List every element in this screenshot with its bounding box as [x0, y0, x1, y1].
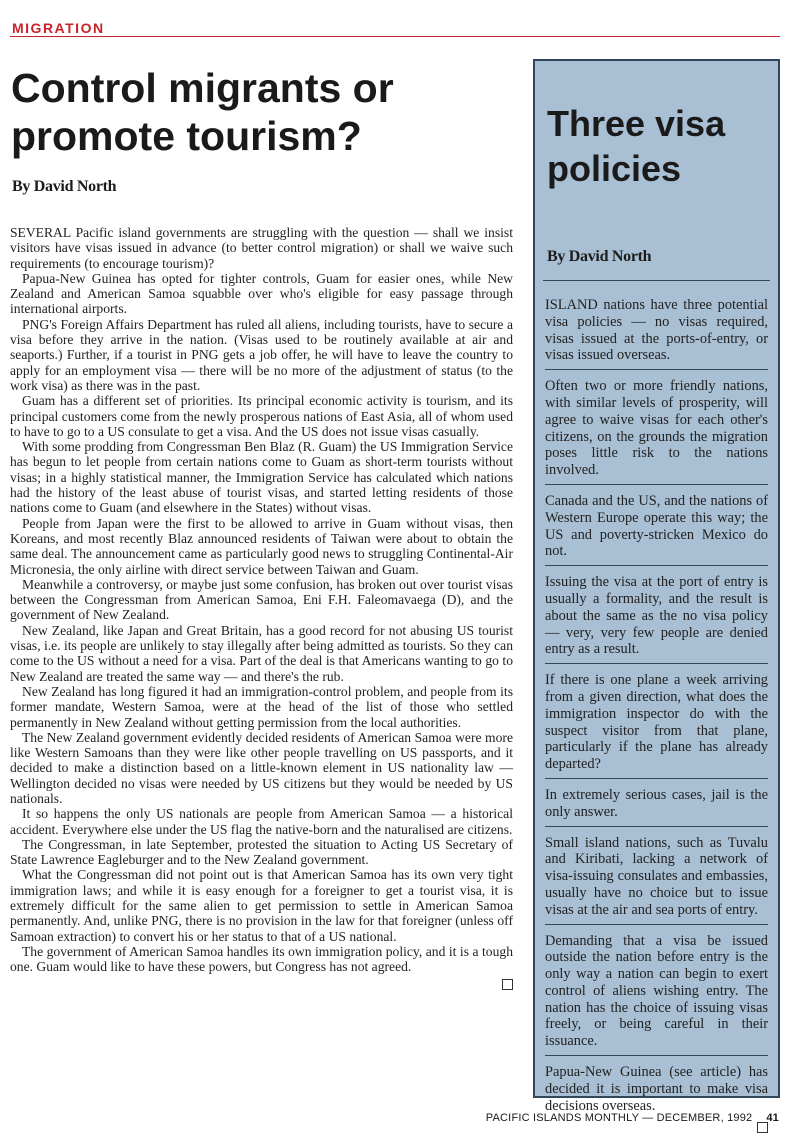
end-mark-square-icon [502, 979, 513, 990]
sidebar-paragraph: Issuing the visa at the port of entry is usually a formality, and the result is about the same as the no visa policy — very, very few people are denied entry as a result. [545, 574, 768, 658]
page-number: 41 [766, 1112, 779, 1124]
article-paragraph: Meanwhile a controversy, or maybe just some confusion, has broken out over tourist visas between the Congressman from American Samoa, Eni F.H. Faleomavaega (D), and the government of New Zealand. [10, 576, 513, 623]
sidebar-divider [545, 565, 768, 566]
sidebar-byline: By David North [547, 248, 652, 265]
sidebar-divider [545, 484, 768, 485]
sidebar-title: Three visa policies [547, 103, 726, 189]
sidebar-divider [545, 369, 768, 370]
article-paragraph: What the Congressman did not point out is that American Samoa has its own very tight immigration laws; and while it is easy enough for a foreigner to get a tourist visa, it is extremely difficult for the same alien to get permission to settle in American Samoa permanently. And, unlike PNG, there is no provision in the law for that foreigner (unless off Samoan extraction) to convert his or her status to that of a US national. [10, 867, 513, 944]
section-label: MIGRATION [12, 20, 105, 36]
sidebar-paragraph: In extremely serious cases, jail is the only answer. [545, 786, 768, 820]
article-paragraph: With some prodding from Congressman Ben Blaz (R. Guam) the US Immigration Service has begun to let people from certain nations come to Guam as short-term tourists without visas; in a highly statistical manner, the Immigration Service has calculated which nations had the history of the least abuse of tourist visas, and started letting residents of those nations come to Guam (and elsewhere in the States) without visas. [10, 439, 513, 516]
article-paragraph: Guam has a different set of priorities. Its principal economic activity is tourism, and its principal customers come from the newly prosperous nations of East Asia, all of whom used to have to go to a US consulate to get a visa. And the US does not issue visas casually. [10, 393, 513, 439]
page-footer [486, 1112, 779, 1124]
article-paragraph: New Zealand has long figured it had an immigration-control problem, and people from its former mandate, Western Samoa, were at the head of the list of those who settled permanently in New Zealand without getting permission from the local authorities. [10, 683, 513, 730]
article-paragraph: Papua-New Guinea has opted for tighter controls, Guam for easier ones, while New Zealand and American Samoa squabble over who's eligible for easy passage through international airports. [10, 270, 513, 317]
sidebar-paragraph: ISLAND nations have three potential visa policies — no visas required, visas issued at the ports-of-entry, or visas issued overseas. [545, 297, 768, 364]
sidebar-paragraph: If there is one plane a week arriving from a given direction, what does the immigration inspector do with the suspect visitor from that plane, particularly if the plane has already departed? [545, 672, 768, 773]
end-mark [10, 976, 513, 991]
publication-info: PACIFIC ISLANDS MONTHLY — DECEMBER, 1992 [485, 1112, 753, 1124]
sidebar-paragraph: Canada and the US, and the nations of Western Europe operate this way; the US and poverty-stricken Mexico do not. [545, 492, 768, 560]
sidebar-paragraph: Demanding that a visa be issued outside the nation before entry is the only way a nation can begin to exert control of aliens wishing entry. The nation has the choice of issuing visas freely, or being careful in their issuance. [545, 932, 768, 1050]
article-headline: Control migrants or promote tourism? [11, 65, 394, 159]
article-paragraph: The New Zealand government evidently decided residents of American Samoa were more like Western Samoans than they were like other people travelling on US passports, and it decided to make a distinction based on a little-known element in US nationality law — Wellington decided no visas were needed by US citizens but they would be needed by US nationals. [10, 729, 513, 806]
sidebar-divider [545, 924, 768, 925]
article-paragraph: The Congressman, in late September, protested the situation to Acting US Secretary of State Lawrence Eagleburger and to the New Zealand government. [10, 836, 513, 868]
article-body [10, 225, 513, 991]
article-paragraph: People from Japan were the first to be allowed to arrive in Guam without visas, then Koreans, and most recently Blaz announced residents of Taiwan were about to obtain the same deal. The announcement came as particularly good news to struggling Continental-Air Micronesia, the only airline with direct service between Taiwan and Guam. [10, 515, 513, 577]
sidebar-paragraph: Often two or more friendly nations, with similar levels of prosperity, will agree to waive visas for each other's citizens, on the grounds the migration poses little risk to the nations involved. [545, 378, 768, 479]
sidebar-body [545, 297, 768, 1135]
sidebar-divider [545, 663, 768, 664]
sidebar-box [533, 59, 780, 1114]
section-rule [10, 36, 780, 37]
sidebar-paragraph: Small island nations, such as Tuvalu and Kiribati, lacking a network of visa-issuing consulates and embassies, usually have no choice but to issue visas at the air and sea ports of entry. [545, 834, 768, 918]
sidebar-divider [543, 280, 770, 281]
sidebar-paragraph: Papua-New Guinea (see article) has decided it is important to make visa decisions overseas. [545, 1064, 768, 1114]
article-paragraph: New Zealand, like Japan and Great Britain, has a good record for not abusing US tourist visas, i.e. its people are unlikely to stay illegally after being admitted as tourists. So they can come to the US without a need for a visa. Part of the deal is that Americans wanting to go to New Zealand are treated the same way — and there's the rub. [10, 622, 513, 684]
article-byline: By David North [12, 178, 117, 195]
article-paragraph: It so happens the only US nationals are people from American Samoa — a historical accident. Everywhere else under the US flag the native-born and the naturalised are citizens. [10, 806, 513, 837]
sidebar-divider [545, 1055, 768, 1056]
article-paragraph: The government of American Samoa handles its own immigration policy, and it is a tough one. Guam would like to have these powers, but Congress has not agreed. [10, 943, 513, 975]
sidebar-divider [545, 778, 768, 779]
article-paragraph: SEVERAL Pacific island governments are struggling with the question — shall we insist visitors have visas issued in advance (to better control migration) or shall we waive such requirements (to encourage tourism)? [10, 225, 513, 271]
sidebar-divider [545, 826, 768, 827]
article-paragraph: PNG's Foreign Affairs Department has ruled all aliens, including tourists, have to secure a visa before they arrive in the nation. (Visas used to be routinely available at air and seaports.) Further, if a tourist in PNG gets a job offer, he will have to leave the country to apply for an employment visa — there will be no more of the adjustment of status (to the work visa) as there was in the past. [10, 316, 513, 393]
